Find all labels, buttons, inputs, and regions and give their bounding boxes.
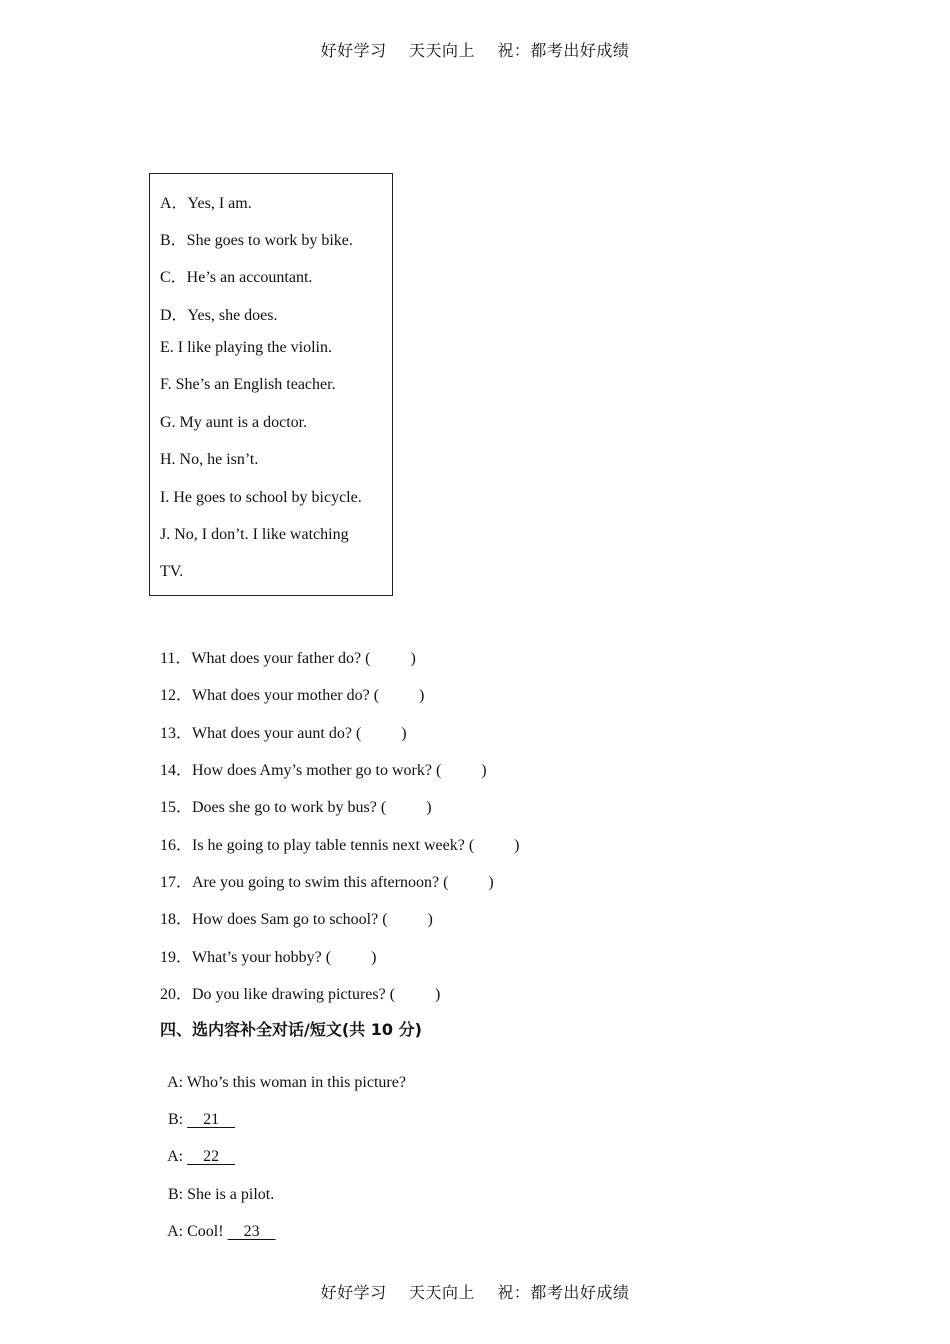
question-17: 17．Are you going to swim this afternoon? ( ) (160, 874, 494, 891)
dialogue-line-3-speaker: A: (167, 1148, 188, 1165)
option-j: J. No, I don’t. I like watching (160, 526, 349, 543)
dialogue-line-3 (160, 1130, 235, 1166)
dialogue-line-2 (160, 1093, 235, 1129)
question-13: 13．What does your aunt do? ( ) (160, 725, 407, 742)
dialogue-line-2-speaker: B: (168, 1111, 188, 1128)
option-h: H. No, he isn’t. (160, 451, 259, 468)
question-14: 14．How does Amy’s mother go to work? ( ) (160, 762, 487, 779)
question-19: 19．What’s your hobby? ( ) (160, 949, 377, 966)
option-j-continued: TV. (160, 563, 184, 580)
question-18: 18．How does Sam go to school? ( ) (160, 911, 433, 928)
question-11: 11．What does your father do? ( ) (160, 650, 416, 667)
option-i: I. He goes to school by bicycle. (160, 489, 362, 506)
question-20: 20．Do you like drawing pictures? ( ) (160, 986, 441, 1003)
dialogue-line-5-text: A: Cool! (167, 1223, 228, 1240)
dialogue-line-4-text: B: She is a pilot. (168, 1186, 275, 1203)
question-15: 15．Does she go to work by bus? ( ) (160, 799, 432, 816)
dialogue-line-4 (160, 1168, 274, 1204)
question-16: 16．Is he going to play table tennis next week? ( ) (160, 837, 520, 854)
blank-23: 23 (227, 1223, 276, 1240)
blank-22: 22 (187, 1148, 236, 1165)
dialogue-line-5 (160, 1205, 276, 1241)
option-a: A．Yes, I am. (160, 195, 252, 212)
option-c: C．He’s an accountant. (160, 269, 313, 286)
option-b: B．She goes to work by bike. (160, 232, 353, 249)
dialogue-line-1 (160, 1056, 406, 1092)
option-f: F. She’s an English teacher. (160, 376, 336, 393)
option-g: G. My aunt is a doctor. (160, 414, 308, 431)
answer-options-box (149, 173, 393, 596)
option-e: E. I like playing the violin. (160, 339, 332, 356)
dialogue-line-1-text: A: Who’s this woman in this picture? (167, 1074, 406, 1091)
section-4-heading: 四、选内容补全对话/短文(共 10 分) (160, 1020, 422, 1039)
option-d: D．Yes, she does. (160, 307, 278, 324)
page-footer: 好好学习 天天向上 祝：都考出好成绩 (320, 1283, 630, 1302)
page-header: 好好学习 天天向上 祝：都考出好成绩 (320, 41, 630, 60)
blank-21: 21 (187, 1111, 236, 1128)
question-12: 12．What does your mother do? ( ) (160, 687, 425, 704)
